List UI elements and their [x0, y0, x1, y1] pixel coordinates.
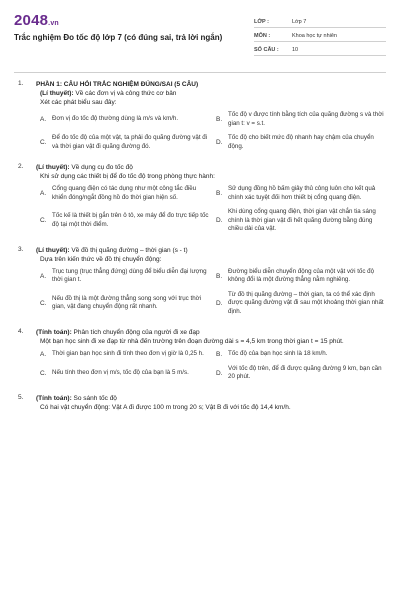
option-text: Nếu tính theo đơn vị m/s, tốc độ của bạn là 5 m/s.: [52, 368, 189, 376]
option-text: Tốc kế là thiết bị gắn trên ô tô, xe máy để đo trực tiếp tốc độ tại một thời điểm.: [52, 212, 209, 228]
question-number: 2.: [18, 163, 24, 170]
meta-row-count: [254, 42, 386, 56]
option-letter: C.: [40, 139, 47, 146]
question-heading: (Lí thuyết): Về dụng cụ đo tốc độ: [36, 164, 133, 171]
answer-option[interactable]: [216, 111, 386, 128]
option-letter: C.: [40, 217, 47, 225]
option-text: Tốc độ cho biết mức độ nhanh hay chậm của chuyển động.: [228, 134, 374, 150]
answer-option[interactable]: [216, 185, 386, 202]
question-block: [14, 163, 386, 234]
option-text: Khi dùng cổng quang điện, thời gian vật chắn tia sáng chính là thời gian vật đi hết quãng đường bằng đúng chiều dài của vật.: [228, 208, 376, 232]
question-number: 3.: [18, 245, 24, 253]
question-heading: PHẦN 1: CÂU HỎI TRẮC NGHIỆM ĐÚNG/SAI (5 CÂU): [36, 81, 199, 88]
options-grid: [40, 268, 386, 317]
answer-option[interactable]: [40, 185, 210, 202]
option-letter: B.: [216, 350, 223, 358]
option-text: Trục tung (trục thẳng đứng) dùng để biểu diễn đại lượng thời gian t.: [52, 267, 207, 283]
answer-option[interactable]: [216, 365, 386, 382]
answer-option[interactable]: [40, 111, 210, 128]
meta-value: Lớp 7: [292, 19, 307, 25]
option-text: Đơn vị đo tốc độ thường dùng là m/s và km/h.: [52, 115, 179, 123]
option-letter: C.: [40, 299, 47, 307]
option-letter: A.: [40, 350, 47, 358]
option-letter: A.: [40, 272, 47, 280]
logo-suffix: .vn: [48, 20, 59, 27]
answer-option[interactable]: [40, 350, 210, 359]
meta-key: SỐ CÂU :: [254, 47, 279, 53]
header-divider: [14, 72, 386, 73]
site-logo[interactable]: [14, 12, 59, 29]
answer-option[interactable]: [216, 208, 386, 234]
question-block: [14, 394, 386, 412]
answer-option[interactable]: [40, 365, 210, 382]
option-text: Đường biểu diễn chuyển động của một vật với tốc độ không đổi là một đường thẳng nằm nghiêng.: [228, 267, 375, 283]
option-letter: B.: [216, 190, 223, 197]
question-heading: (Lí thuyết): Về đồ thị quãng đường – thời gian (s - t): [36, 246, 188, 254]
logo-text: 2048: [14, 12, 49, 29]
question-heading: (Tính toán): Phân tích chuyển động của người đi xe đạp: [36, 329, 200, 336]
option-letter: D.: [216, 139, 223, 146]
option-text: Nếu đồ thị là một đường thẳng song song với trục thời gian, vật đang chuyển động rất nhanh.: [52, 294, 202, 311]
question-text: Dựa trên kiến thức về đồ thị chuyển động:: [40, 255, 162, 263]
option-text: Từ đồ thị quãng đường – thời gian, ta có thể xác định được quãng đường vật đi sau một khoảng thời gian nhất định.: [228, 290, 384, 315]
answer-option[interactable]: [216, 350, 386, 359]
question-text: Xét các phát biểu sau đây:: [40, 99, 117, 106]
option-text: Để đo tốc độ của một vật, ta phải đo quãng đường vật đi và thời gian vật đi quãng đường đó.: [52, 134, 208, 150]
option-letter: B.: [216, 272, 223, 280]
question-number: 4.: [18, 328, 24, 335]
question-heading: (Tính toán): So sánh tốc độ: [36, 394, 117, 402]
question-text: (Lí thuyết): Về các đơn vị và công thức cơ bản: [40, 90, 177, 97]
answer-option[interactable]: [40, 291, 210, 317]
question-text: Có hai vật chuyển động: Vật A đi được 100 m trong 20 s; Vật B đi với tốc độ 14,4 km/h.: [40, 403, 291, 411]
answer-option[interactable]: [216, 291, 386, 317]
options-grid: [40, 111, 386, 151]
question-block: [14, 328, 386, 382]
answer-option[interactable]: [40, 134, 210, 151]
option-letter: D.: [216, 299, 223, 307]
meta-key: MÔN :: [254, 33, 271, 39]
option-letter: A.: [40, 116, 47, 123]
question-block: [14, 80, 386, 151]
option-text: Với tốc độ trên, để đi được quãng đường 9 km, bạn cần 20 phút.: [228, 364, 382, 380]
meta-row-subject: [254, 28, 386, 42]
question-text: Một bạn học sinh đi xe đạp từ nhà đến trường trên đoạn đường dài s = 4,5 km trong thời gian t = 15 phút.: [40, 338, 344, 345]
question-number: 5.: [18, 393, 24, 401]
meta-key: LỚP :: [254, 19, 269, 25]
question-number: 1.: [18, 80, 24, 87]
option-letter: A.: [40, 190, 47, 197]
options-grid: [40, 185, 386, 234]
meta-value: 10: [292, 47, 299, 53]
option-text: Tốc độ của bạn học sinh là 18 km/h.: [228, 350, 328, 357]
meta-row-class: [254, 14, 386, 28]
meta-table: [254, 14, 386, 56]
question-list: [14, 80, 386, 412]
document-title: Trắc nghiệm Đo tốc độ lớp 7 (có đúng sai, trả lời ngắn): [14, 33, 223, 42]
question-text: Khi sử dụng các thiết bị để đo tốc độ trong phòng thực hành:: [40, 173, 215, 180]
option-letter: C.: [40, 369, 47, 377]
answer-option[interactable]: [216, 134, 386, 151]
question-block: [14, 246, 386, 317]
option-letter: D.: [216, 217, 223, 225]
option-text: Tốc độ v được tính bằng tích của quãng đường s và thời gian t: v = s.t.: [228, 111, 384, 127]
document-header: [14, 10, 386, 62]
option-letter: B.: [216, 116, 223, 123]
option-text: Thời gian bạn học sinh đi tính theo đơn vị giờ là 0,25 h.: [52, 350, 204, 357]
option-text: Cổng quang điện có tác dụng như một công tắc điều khiển đóng/ngắt đồng hồ đo thời gian hiện số.: [52, 185, 197, 201]
answer-option[interactable]: [216, 268, 386, 285]
meta-value: Khoa học tự nhiên: [292, 33, 337, 39]
options-grid: [40, 350, 386, 382]
option-text: Sử dụng đồng hồ bấm giây thủ công luôn cho kết quả chính xác tuyệt đối hơn thiết bị cổng quang điện.: [228, 185, 376, 201]
option-letter: D.: [216, 369, 223, 377]
answer-option[interactable]: [40, 268, 210, 285]
answer-option[interactable]: [40, 208, 210, 234]
